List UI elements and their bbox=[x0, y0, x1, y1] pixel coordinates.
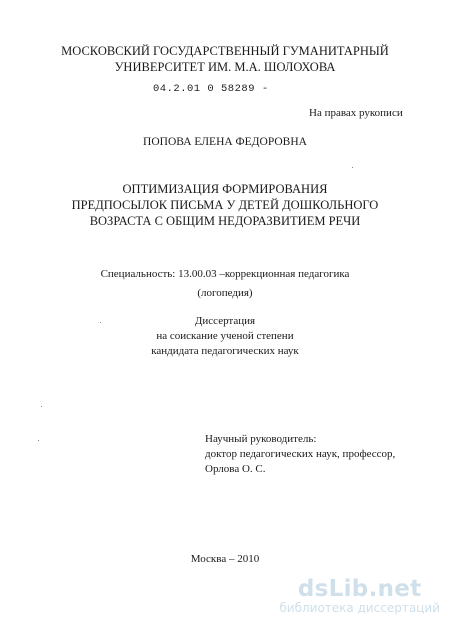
watermark bbox=[279, 577, 440, 615]
scan-speck bbox=[41, 406, 42, 407]
degree-line-1: Диссертация bbox=[194, 315, 256, 327]
title-line-3: ВОЗРАСТА С ОБЩИМ НЕДОРАЗВИТИЕМ РЕЧИ bbox=[89, 214, 361, 228]
degree-line-3: кандидата педагогических наук bbox=[151, 345, 299, 357]
advisor-line-3: Орлова О. С. bbox=[205, 463, 266, 475]
scan-speck bbox=[352, 167, 353, 168]
dissertation-title bbox=[0, 181, 450, 229]
scan-speck bbox=[100, 322, 101, 323]
title-line-1: ОПТИМИЗАЦИЯ ФОРМИРОВАНИЯ bbox=[122, 182, 328, 196]
watermark-subtitle: библиотека диссертаций bbox=[279, 601, 440, 615]
scan-speck bbox=[38, 440, 39, 441]
author-name: ПОПОВА ЕЛЕНА ФЕДОРОВНА bbox=[143, 136, 307, 148]
manuscript-rights-note: На правах рукописи bbox=[309, 107, 403, 119]
title-line-2: ПРЕДПОСЫЛОК ПИСЬМА У ДЕТЕЙ ДОШКОЛЬНОГО bbox=[71, 198, 379, 212]
university-line-2: УНИВЕРСИТЕТ ИМ. М.А. ШОЛОХОВА bbox=[114, 60, 336, 74]
watermark-logo: dsLib.net bbox=[297, 576, 422, 602]
degree-statement bbox=[0, 314, 450, 359]
registration-code: 04.2.01 0 58289 - bbox=[153, 83, 269, 95]
specialty-subline: (логопедия) bbox=[197, 287, 253, 299]
advisor-line-2: доктор педагогических наук, профессор, bbox=[205, 448, 396, 460]
specialty-line: Специальность: 13.00.03 –коррекционная педагогика bbox=[100, 268, 350, 280]
scientific-advisor bbox=[205, 432, 395, 477]
advisor-line-1: Научный руководитель: bbox=[205, 433, 317, 445]
university-line-1: МОСКОВСКИЙ ГОСУДАРСТВЕННЫЙ ГУМАНИТАРНЫЙ bbox=[61, 44, 389, 58]
university-name bbox=[0, 43, 450, 75]
city-year: Москва – 2010 bbox=[190, 553, 260, 565]
degree-line-2: на соискание ученой степени bbox=[156, 330, 294, 342]
